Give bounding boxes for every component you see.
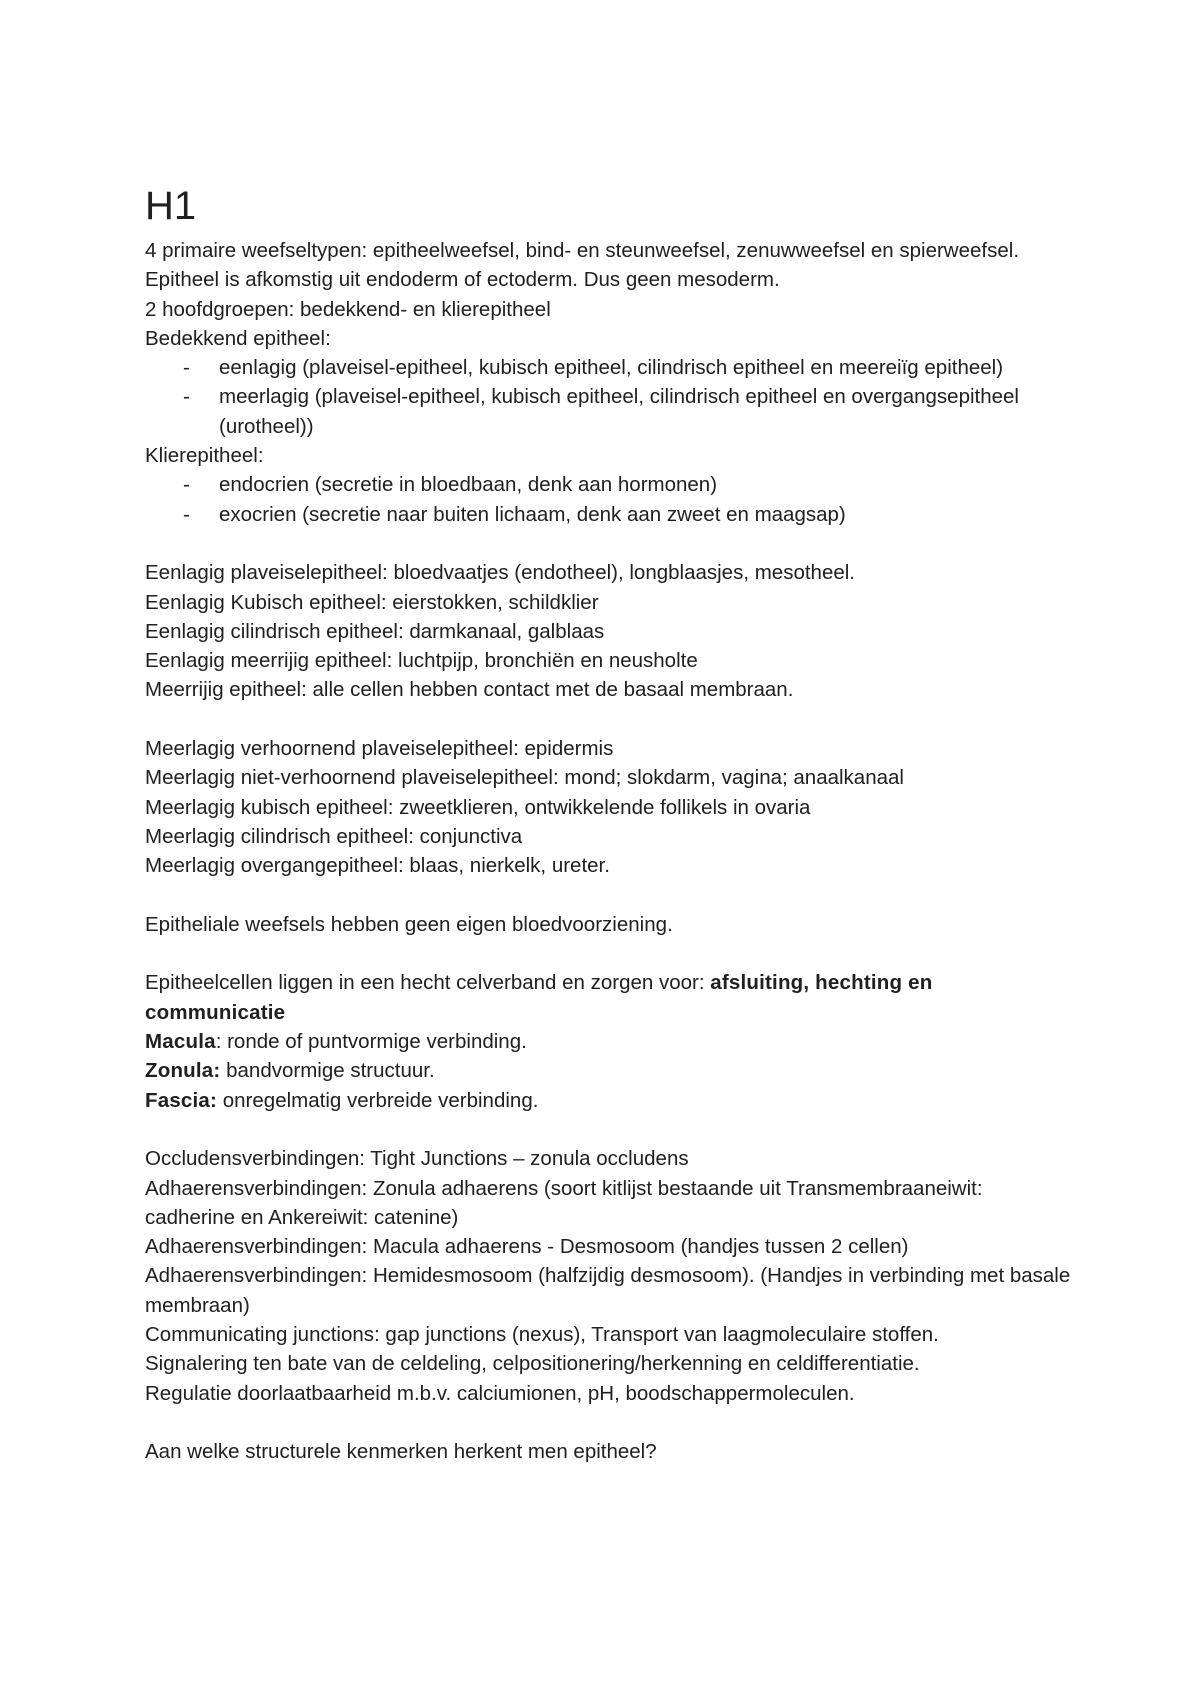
spacer — [145, 1408, 1075, 1437]
definition-desc: : ronde of puntvormige verbinding. — [215, 1030, 527, 1054]
definition-term: Macula — [145, 1030, 216, 1054]
eenlagig-line: Meerrijig epitheel: alle cellen hebben contact met de basaal membraan. — [145, 678, 794, 702]
intro-line-afkomst: Epitheel is afkomstig uit endoderm of ectoderm. Dus geen mesoderm. — [145, 268, 780, 292]
definition-fascia — [145, 1086, 1075, 1115]
verbinding-line: Adhaerensverbindingen: Macula adhaerens - Desmosoom (handjes tussen 2 cellen) — [145, 1235, 909, 1259]
celverband-bold: afsluiting, hechting en communicatie — [145, 971, 933, 1024]
definition-desc: bandvormige structuur. — [220, 1059, 435, 1083]
meerlagig-line: Meerlagig cilindrisch epitheel: conjunctiva — [145, 824, 523, 848]
definition-desc: onregelmatig verbreide verbinding. — [217, 1088, 539, 1112]
verbinding-line: Adhaerensverbindingen: Zonula adhaerens (soort kitlijst bestaande uit Transmembraaneiwit: cadherine en Ankereiwit: catenine) — [145, 1176, 983, 1229]
list-item-text: endocrien (secretie in bloedbaan, denk aan hormonen) — [219, 473, 718, 497]
dash-bullet: - — [183, 356, 190, 380]
intro-line-hoofdgroepen: 2 hoofdgroepen: bedekkend- en klierepitheel — [145, 297, 551, 321]
intro-line-weefseltypen: 4 primaire weefseltypen: epitheelweefsel, bind- en steunweefsel, zenuwweefsel en spierweefsel. — [145, 239, 1020, 262]
eenlagig-line: Eenlagig Kubisch epitheel: eierstokken, schildklier — [145, 590, 599, 614]
eenlagig-line: Eenlagig plaveiselepitheel: bloedvaatjes (endotheel), longblaasjes, mesotheel. — [145, 561, 856, 585]
celverband-line — [145, 968, 1075, 1027]
spacer — [145, 705, 1075, 734]
klier-label: Klierepitheel: — [145, 444, 264, 468]
meerlagig-line: Meerlagig verhoornend plaveiselepitheel: epidermis — [145, 737, 614, 761]
definition-zonula — [145, 1056, 1075, 1085]
spacer — [145, 939, 1075, 968]
bedekkend-label: Bedekkend epitheel: — [145, 326, 331, 350]
list-item — [145, 353, 1075, 382]
meerlagig-line: Meerlagig overgangepitheel: blaas, nierkelk, ureter. — [145, 854, 610, 878]
spacer — [145, 881, 1075, 910]
list-item — [145, 382, 1075, 441]
definition-term: Zonula: — [145, 1059, 221, 1083]
verbinding-line: Communicating junctions: gap junctions (nexus), Transport van laagmoleculaire stoffen. — [145, 1322, 939, 1346]
celverband-text: Epitheelcellen liggen in een hecht celverband en zorgen voor: — [145, 971, 711, 995]
question-line: Aan welke structurele kenmerken herkent men epitheel? — [145, 1440, 657, 1464]
spacer — [145, 1115, 1075, 1144]
bloedvoorziening-line: Epitheliale weefsels hebben geen eigen bloedvoorziening. — [145, 912, 673, 936]
verbinding-line: Regulatie doorlaatbaarheid m.b.v. calciumionen, pH, boodschappermoleculen. — [145, 1381, 855, 1405]
list-item — [145, 470, 1075, 499]
bedekkend-list — [145, 353, 1075, 441]
dash-bullet: - — [183, 473, 190, 497]
document-body — [145, 180, 1075, 1466]
list-item — [145, 500, 1075, 529]
list-item-text: meerlagig (plaveisel-epitheel, kubisch epitheel, cilindrisch epitheel en overgangsepitheel (urotheel)) — [219, 385, 1019, 438]
definition-macula — [145, 1027, 1075, 1056]
definition-term: Fascia: — [145, 1088, 218, 1112]
spacer — [145, 529, 1075, 558]
meerlagig-line: Meerlagig niet-verhoornend plaveiselepitheel: mond; slokdarm, vagina; anaalkanaal — [145, 766, 904, 790]
dash-bullet: - — [183, 502, 190, 526]
verbinding-line: Adhaerensverbindingen: Hemidesmosoom (halfzijdig desmosoom). (Handjes in verbinding met basale membraan) — [145, 1264, 1071, 1317]
eenlagig-line: Eenlagig cilindrisch epitheel: darmkanaal, galblaas — [145, 619, 605, 643]
verbinding-line: Occludensverbindingen: Tight Junctions – zonula occludens — [145, 1147, 689, 1171]
dash-bullet: - — [183, 385, 190, 409]
meerlagig-line: Meerlagig kubisch epitheel: zweetklieren, ontwikkelende follikels in ovaria — [145, 795, 811, 819]
list-item-text: eenlagig (plaveisel-epitheel, kubisch epitheel, cilindrisch epitheel en meereiïg epitheel) — [219, 356, 1004, 380]
verbinding-line: Signalering ten bate van de celdeling, celpositionering/herkenning en celdifferentiatie. — [145, 1352, 920, 1376]
page-heading: H1 — [145, 184, 197, 228]
list-item-text: exocrien (secretie naar buiten lichaam, denk aan zweet en maagsap) — [219, 502, 846, 526]
eenlagig-line: Eenlagig meerrijig epitheel: luchtpijp, bronchiën en neusholte — [145, 649, 698, 673]
klier-list — [145, 470, 1075, 529]
